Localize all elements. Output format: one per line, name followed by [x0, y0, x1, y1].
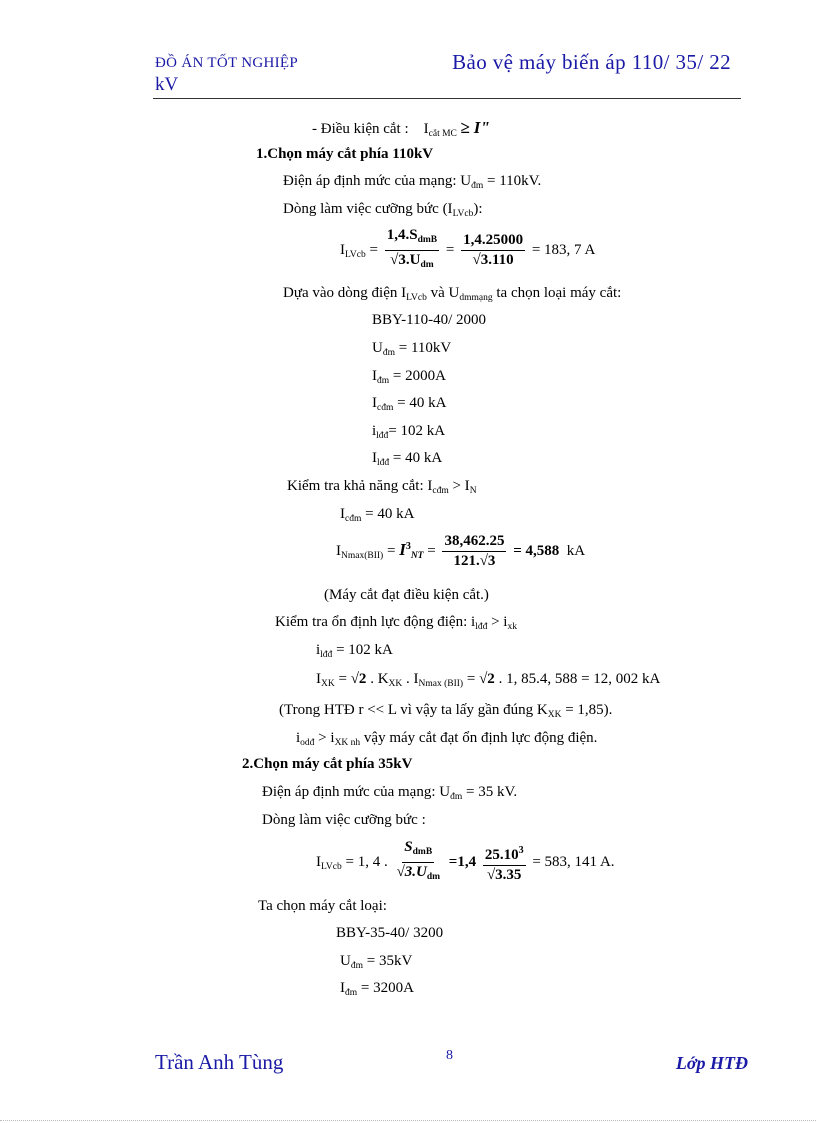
s1-check-capacity: Kiểm tra khả năng cắt: $I_{cđm} > I_N$: [287, 478, 477, 496]
fraction: $\frac{1,4.S_{dmB}}{√3.U_{dm}}$: [386, 227, 438, 270]
fraction: $\frac{1,4.25000}{√3.110}$: [463, 232, 524, 268]
s1-work-current-formula: $I_{LVcb}$ = $\frac{1,4.S_{dmB}}{√3.U_{dm}}$ = $\frac{1,4.25000}{√3.110}$ = 183, 7 A: [340, 226, 595, 275]
s1-inmax-formula: $I_{Nmax(BII)} = I^3_{NT}$ = $\frac{38,462.25}{121.√3}$ = 4,588 kA: [336, 533, 586, 569]
s1-kxk-note: (Trong HTĐ r << L vì vậy ta lấy gần đúng $K_{XK} = 1,85$).: [279, 702, 613, 720]
s2-select-text: Ta chọn máy cắt loại:: [258, 898, 387, 914]
s1-spec-ildd: $I_{lđđ} = 40$ kA: [372, 450, 443, 468]
s1-rated-voltage: Điện áp định mức của mạng: $U_{đm} = 110kV$.: [283, 173, 542, 191]
s1-spec-udm: $U_{đm} = 110kV$: [372, 340, 452, 358]
s1-check-dynamic: Kiểm tra ổn định lực động điện: $i_{lđđ} > i_{xk}$: [275, 614, 517, 632]
s1-work-current-label: Dòng làm việc cưỡng bức $(I_{LVcb})$:: [283, 201, 483, 219]
cut-condition: - Điều kiện cắt : $I_{cắt MC} \ge I$": [312, 118, 490, 139]
s1-ildd-value: $i_{lđđ} = 102$ kA: [316, 642, 393, 660]
fraction: $\frac{S_{dmB}}{√3.U_{dm}}$: [396, 839, 441, 882]
fraction: $\frac{25.10^3}{√3.35}$: [483, 841, 526, 885]
page-bottom-dotted-rule: [0, 1120, 816, 1121]
s2-breaker-model: BBY-35-40/ 3200: [336, 925, 444, 941]
header-project-title: ĐỒ ÁN TỐT NGHIỆP: [155, 55, 298, 71]
fraction: $\frac{38,462.25}{121.√3}$: [444, 533, 505, 569]
page-number: 8: [446, 1048, 453, 1063]
s1-conclusion: $i_{odđ} > i_{XK nh}$ vậy máy cắt đạt ổn định lực động điện.: [296, 730, 598, 748]
s2-work-current-formula: $I_{LVcb} = 1$, 4 . $\frac{S_{dmB}}{√3.U_{dm}}$ =1,4 $\frac{25.10^3}{√3.35}$ = 583, 141 A.: [316, 838, 615, 887]
s1-spec-idm: $I_{đm} = 2000A$: [372, 368, 446, 386]
s1-icdm-value: $I_{cđm} = 40$ kA: [340, 506, 415, 524]
s1-spec-ildd-peak: $i_{lđđ}= 102$ kA: [372, 423, 446, 441]
header-document-topic: Bảo vệ máy biến áp 110/ 35/ 22: [452, 50, 731, 74]
s2-work-current-label: Dòng làm việc cưỡng bức :: [262, 812, 426, 828]
s1-ixk-formula: $I_{XK} = √2$ . $K_{XK}$ . $I_{Nmax (BII)} = √2$ . 1, 85.4, 588 = 12, 002 kA: [316, 671, 661, 689]
s1-select-text: Dựa vào dòng điện $I_{LVcb}$ và $U_{dmmạng}$ ta chọn loại máy cắt:: [283, 285, 622, 303]
s2-spec-udm: $U_{đm} = 35kV$: [340, 953, 413, 971]
section-2-title: 2.Chọn máy cắt phía 35kV: [242, 756, 413, 772]
footer-author: Trần Anh Tùng: [155, 1050, 284, 1074]
s2-rated-voltage: Điện áp định mức của mạng: $U_{đm} = 35$ kV.: [262, 784, 518, 802]
section-1-title: 1.Chọn máy cắt phía 110kV: [256, 146, 434, 162]
s1-breaker-model: BBY-110-40/ 2000: [372, 312, 487, 328]
footer-class: Lớp HTĐ: [675, 1053, 748, 1073]
header-rule: [153, 98, 741, 99]
s2-spec-idm: $I_{đm} = 3200A$: [340, 980, 414, 998]
s1-cut-ok-note: (Máy cắt đạt điều kiện cắt.): [324, 587, 489, 603]
header-project-title-continued: kV: [155, 74, 179, 95]
s1-spec-icdm: $I_{cđm} = 40$ kA: [372, 395, 447, 413]
